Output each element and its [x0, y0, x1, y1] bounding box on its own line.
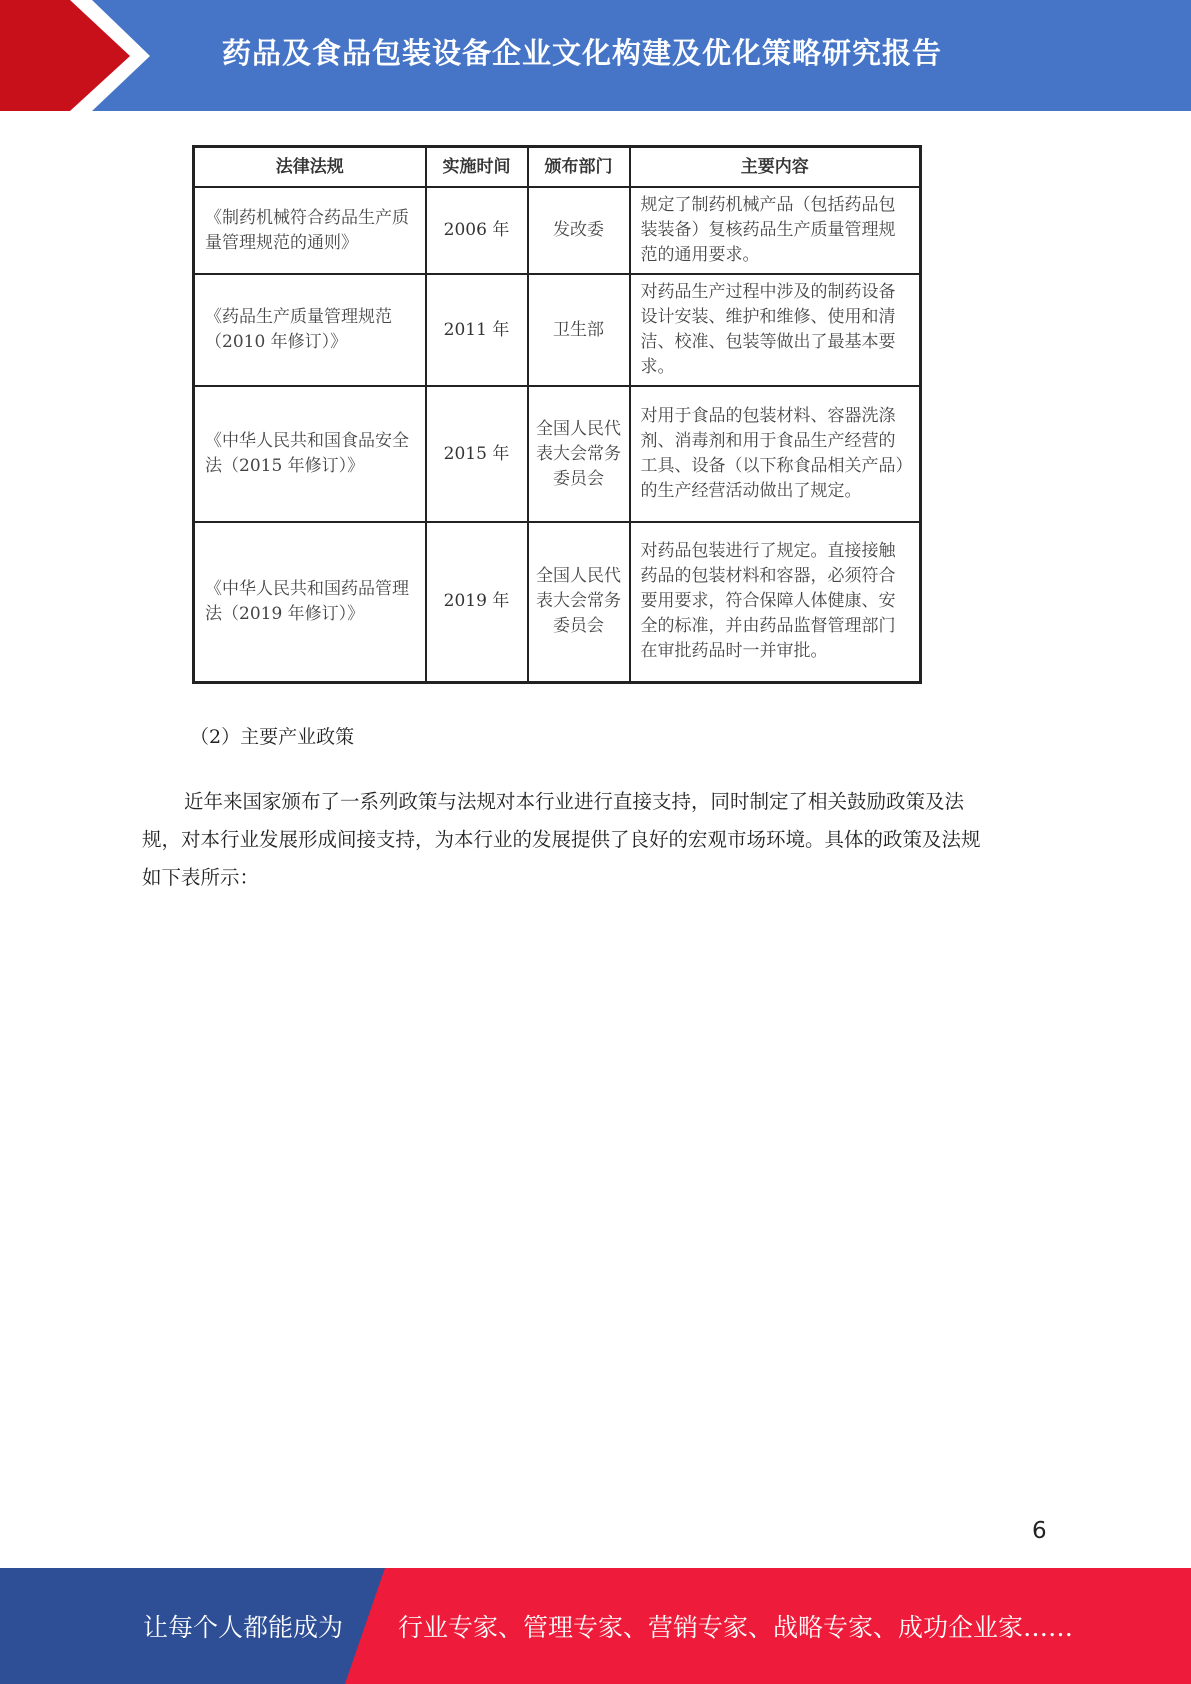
page-number: 6: [1032, 1518, 1047, 1544]
laws-table-container: [192, 145, 919, 684]
law-name-cell: 《中华人民共和国食品安全法（2015 年修订）》: [194, 386, 426, 522]
header-arrow-decoration: [0, 0, 160, 111]
paragraph-line: 近年来国家颁布了一系列政策与法规对本行业进行直接支持，同时制定了相关鼓励政策及法: [184, 790, 965, 813]
department-cell: 全国人民代表大会常务委员会: [528, 386, 630, 522]
law-name-cell: 《药品生产质量管理规范（2010 年修订）》: [194, 274, 426, 386]
paragraph-line: 规，对本行业发展形成间接支持，为本行业的发展提供了良好的宏观市场环境。具体的政策及法规: [142, 828, 981, 851]
column-header: 主要内容: [630, 147, 921, 188]
section-heading: （2）主要产业政策: [190, 726, 355, 748]
table-row: [194, 187, 921, 274]
page-header: [0, 0, 1191, 111]
year-cell: 2019 年: [426, 522, 528, 682]
content-cell: 对药品生产过程中涉及的制药设备设计安装、维护和维修、使用和清洁、校准、包装等做出了最基本要求。: [630, 274, 921, 386]
year-cell: 2011 年: [426, 274, 528, 386]
table-row: [194, 522, 921, 682]
table-header-row: [194, 147, 921, 188]
law-name-cell: 《中华人民共和国药品管理法（2019 年修订）》: [194, 522, 426, 682]
footer-slogan-right: 行业专家、管理专家、营销专家、战略专家、成功企业家……: [398, 1613, 1074, 1642]
column-header: 颁布部门: [528, 147, 630, 188]
table-row: [194, 386, 921, 522]
laws-table: [192, 145, 922, 684]
report-title: 药品及食品包装设备企业文化构建及优化策略研究报告: [222, 36, 943, 70]
department-cell: 全国人民代表大会常务委员会: [528, 522, 630, 682]
content-cell: 对药品包装进行了规定。直接接触药品的包装材料和容器，必须符合要用要求，符合保障人体健康、安全的标准，并由药品监督管理部门在审批药品时一并审批。: [630, 522, 921, 682]
paragraph-line: 如下表所示：: [142, 866, 260, 889]
table-row: [194, 274, 921, 386]
column-header: 实施时间: [426, 147, 528, 188]
column-header: 法律法规: [194, 147, 426, 188]
body-paragraph: [142, 783, 1047, 897]
year-cell: 2015 年: [426, 386, 528, 522]
content-cell: 对用于食品的包装材料、容器洗涤剂、消毒剂和用于食品生产经营的工具、设备（以下称食品相关产品）的生产经营活动做出了规定。: [630, 386, 921, 522]
department-cell: 卫生部: [528, 274, 630, 386]
year-cell: 2006 年: [426, 187, 528, 274]
law-name-cell: 《制药机械符合药品生产质量管理规范的通则》: [194, 187, 426, 274]
content-cell: 规定了制药机械产品（包括药品包装装备）复核药品生产质量管理规范的通用要求。: [630, 187, 921, 274]
department-cell: 发改委: [528, 187, 630, 274]
footer-slogan-left: 让每个人都能成为: [143, 1613, 344, 1642]
page-footer: [0, 1568, 1191, 1684]
